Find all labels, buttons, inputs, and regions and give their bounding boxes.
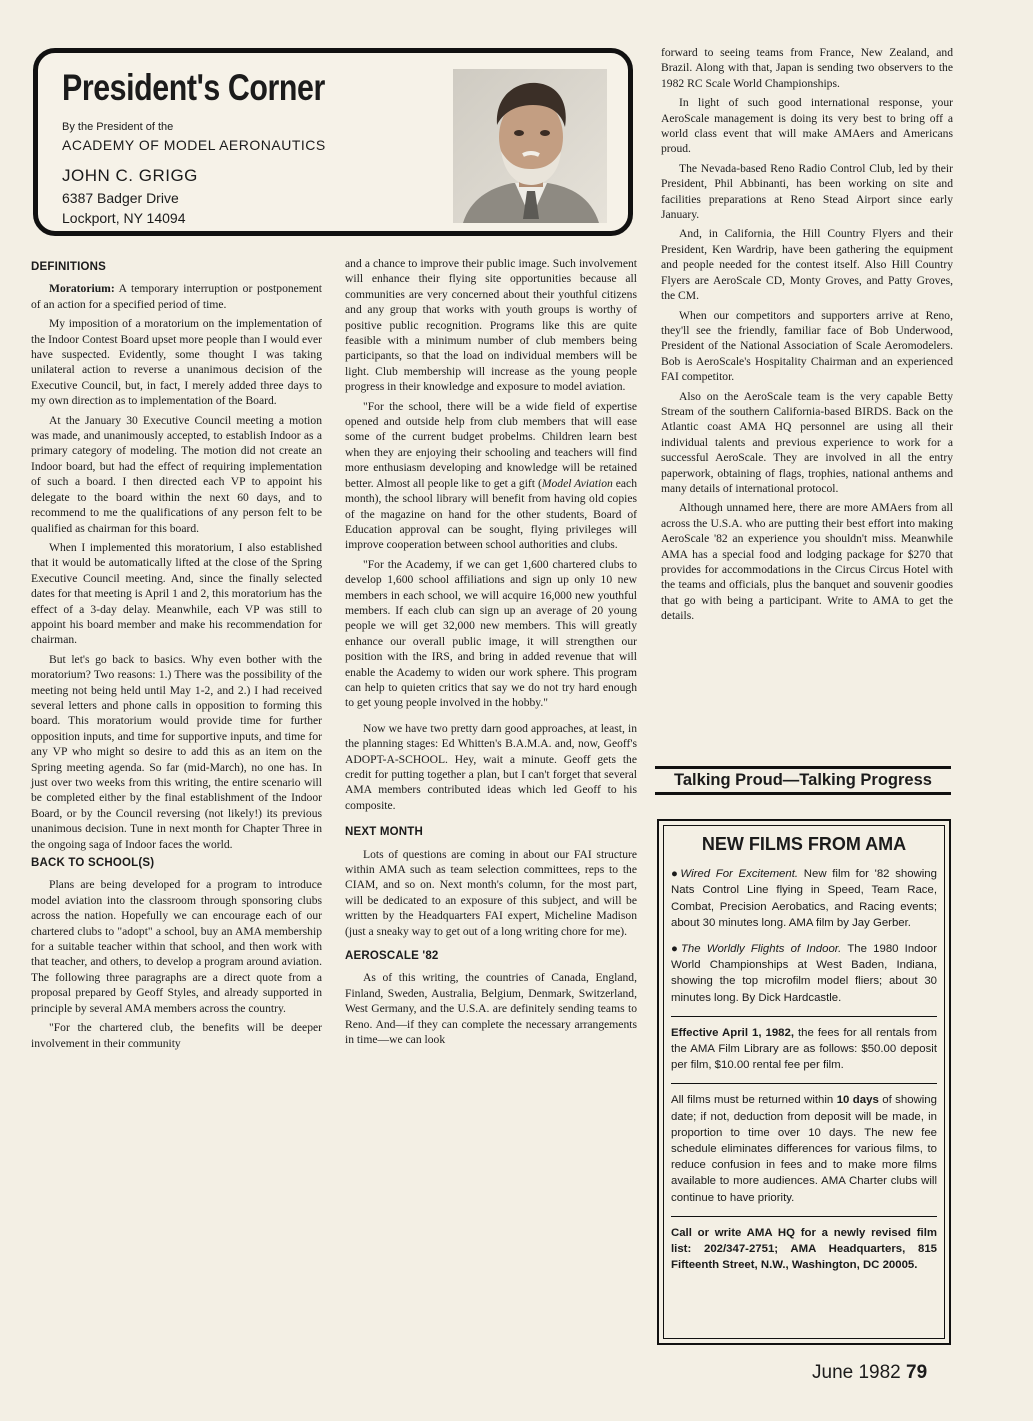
- byline: By the President of the: [62, 121, 174, 133]
- fees-date: Effective April 1, 1982,: [671, 1026, 794, 1039]
- section-heading-aeroscale: AEROSCALE '82: [345, 950, 439, 963]
- paragraph: The Nevada-based Reno Radio Control Club, led by their President, Phil Abbinanti, has been working on site and facilities preparations at Reno Stead Airport since early January.: [661, 161, 953, 222]
- paragraph: Now we have two pretty darn good approaches, at least, in the planning stages: Ed Whitten's B.A.M.A. and, now, Geoff's ADOPT-A-SCHOOL. Hey, wait a minute. Geoff gets the credit for putting together a plan, but I can't forget that several AMA members contributed ideas which led Geoff to his composite.: [345, 721, 637, 812]
- paragraph: When our competitors and supporters arrive at Reno, they'll see the friendly, familiar face of Bob Underwood, President of the National Association of Scale Aeromodelers. Bob is AeroScale's Hospitality Chairman and an experienced FAI competitor.: [661, 308, 953, 384]
- paragraph: As of this writing, the countries of Canada, England, Finland, Sweden, Australia, Belgium, Denmark, Switzerland, West Germany, and the U.S.A. are definitely sending teams to Reno. And—if they can complete the necessary arrangements in time—we can look: [345, 971, 637, 1047]
- paragraph: And, in California, the Hill Country Flyers and their President, Ken Wardrip, have been gathering the equipment and people needed for the contest itself. Also Hill Country Flyers are AeroScale CD, Monty Groves, and Patty Groves, the CM.: [661, 227, 953, 303]
- magazine-title: Model Aviation: [541, 476, 613, 490]
- author-name: JOHN C. GRIGG: [62, 166, 198, 185]
- column-1: [31, 256, 322, 1055]
- page-number: 79: [906, 1362, 928, 1383]
- paragraph: Plans are being developed for a program to introduce model aviation into the classroom through sponsoring clubs across the nation. Hopefully we can encourage each of our chartered clubs to "adopt" a school, buy an AMA membership for a suitable teacher within that school, and then work with that teacher, and others, to develop a program around aviation. The following three paragraphs are a direct quote from a proposal prepared by Geoff Styles, and already supported in principle by several AMA members across the country.: [31, 878, 322, 1015]
- column-2: [345, 256, 637, 1052]
- address-street: 6387 Badger Drive: [62, 190, 179, 206]
- paragraph: "For the chartered club, the benefits will be deeper involvement in their community: [31, 1021, 322, 1050]
- author-portrait-photo: [453, 69, 607, 223]
- contact-info: Call or write AMA HQ for a newly revised film list: 202/347-2751; AMA Headquarters, 815 Fifteenth Street, N.W., Washington, DC 20005.: [671, 1226, 937, 1272]
- film-title: Wired For Excitement.: [680, 868, 799, 881]
- paragraph: My imposition of a moratorium on the implementation of the Indoor Contest Board upset more people than I would ever have suspected. Evidently, some thought I was taking unilateral action to reverse a unanimous decision of the Executive Council, but, in fact, I merely added three days to my own direction as to implementation of the Board.: [31, 317, 322, 408]
- films-title: NEW FILMS FROM AMA: [701, 834, 907, 854]
- paragraph: Lots of questions are coming in about our FAI structure within AMA such as team selection committees, reps to the CIAM, and so on. Next month's column, for the most part, will be dedicated to an exposure of this subject, and will be written by the Headquarters FAI expert, Micheline Madison (just a sneaky way to get out of a long writing chore for me).: [345, 847, 637, 938]
- paragraph-continued: and a chance to improve their public image. Such involvement will enhance their flying site opportunities because all communities are very concerned about their youthful citizens and any group that works with youth groups is worthy of positive public recognition. Programs like this are quite feasible with a minimum number of club members being participants, so that the load on individual members will be light. Club membership will increase as the young people progress in their knowledge and exposure to model aviation.: [345, 257, 637, 394]
- paragraph: But let's go back to basics. Why even bother with the moratorium? Two reasons: 1.) There was the possibility of the meeting not being held until May 1-2, and 2.) I had received several letters and phone calls in opposition to forming this board. This moratorium would provide time for further opposition inputs, and time for supportive inputs, and time for any VP who might so desire to add this as an item on the Spring meeting agenda. So far (mid-March), no one has. In just over two weeks from this writing, the entire scenario will be completed either by the final establishment of the Indoor Board, or by the Council reversing (not likely!) its previous unanimous decision. Tune in next month for Chapter Three in the ongoing saga of Indoor faces the world.: [31, 652, 322, 851]
- paragraph: "For the Academy, if we can get 1,600 chartered clubs to develop 1,600 school affiliations and sign up only 10 new members in each school, we will acquire 16,000 new youthful members. If each club can sign up an average of 20 young people we will get 32,000 new members. This will greatly enhance our overall public image, it will strengthen our position with the IRS, and bring in added revenue that will enable the Academy to widen our work sphere. This program can help to quieten critics that say we do not try hard enough to get young people involved in the hobby.": [345, 557, 637, 710]
- page-footer: [812, 1362, 927, 1384]
- bullet-icon: ●: [671, 868, 681, 881]
- divider: [671, 1016, 937, 1017]
- column-3: [661, 45, 953, 628]
- organization-name: ACADEMY OF MODEL AERONAUTICS: [62, 137, 326, 153]
- paragraph: At the January 30 Executive Council meeting a motion was made, and unanimously accepted, to establish Indoor as a primary category of modeling. The motion did not create an Indoor board, but had the effect of requiring implementation of such a board. I then directed each VP to appoint his delegate to the board within the next 60 days, and to recommend to me the qualifications of any person felt to be qualified as chairman for this board.: [31, 413, 322, 535]
- return-text: of showing date; if not, deduction from deposit will be made, in proportion to time over 10 days. The new fee schedule eliminates differences for various films, to reduce confusion in fees and to make more films available to more audiences. AMA Charter clubs will continue to have priority.: [671, 1094, 937, 1204]
- return-policy: [671, 1092, 937, 1205]
- paragraph: Although unnamed here, there are more AMAers from all across the U.S.A. who are putting their best effort into making AeroScale '82 an experience you shouldn't miss. Meanwhile AMA has a special food and lodging package for $270 that provides for accommodations in the Circus Circus Hotel with the teams and officials, plus the banquet and souvenir goodies that go with being a participant. Write to AMA to get the details.: [661, 501, 953, 623]
- film-item: [671, 941, 937, 1006]
- issue-date: June 1982: [812, 1362, 901, 1383]
- return-days: 10 days: [836, 1094, 879, 1107]
- film-item: [671, 866, 937, 931]
- definition-text: A temporary interruption or postponement of an action for a specified period of time.: [31, 282, 322, 311]
- talking-proud-banner: Talking Proud—Talking Progress: [655, 766, 951, 795]
- new-films-box: [657, 819, 951, 1345]
- fees-text: the fees for all rentals from the AMA Film Library are as follows: $50.00 deposit per film, $10.00 rental fee per film.: [671, 1026, 937, 1072]
- presidents-corner-header: [33, 48, 633, 236]
- divider: [671, 1083, 937, 1084]
- address-city: Lockport, NY 14094: [62, 210, 186, 226]
- paragraph-continued: forward to seeing teams from France, New Zealand, and Brazil. Along with that, Japan is sending two observers to the 1982 RC Scale World Championships.: [661, 46, 953, 90]
- section-heading-back-to-school: BACK TO SCHOOL(S): [31, 857, 155, 870]
- return-text: All films must be returned within: [671, 1094, 837, 1107]
- section-heading-definitions: DEFINITIONS: [31, 261, 107, 273]
- paragraph: In light of such good international response, your AeroScale management is doing its very best to bring off a world class event that will make AMAers and Americans proud.: [661, 96, 953, 156]
- film-description: The 1980 Indoor World Championships at West Baden, Indiana, showing the top microfilm model fliers; about 30 minutes long. By Dick Hardcastle.: [671, 943, 937, 1004]
- film-title: The Worldly Flights of Indoor.: [680, 943, 842, 956]
- definition-term: Moratorium:: [49, 282, 115, 296]
- paragraph-text: each month), the school library will benefit from having old copies of the magazine on hand for the other students, Board of Education approval can be sought, flying privileges will improve cooperation between school authorities and clubs.: [345, 476, 637, 552]
- fees-notice: [671, 1025, 937, 1074]
- film-description: New film for '82 showing Nats Control Line flying in Speed, Team Race, Combat, Precision Aerobatics, and Racing events; about 30 minutes long. AMA film by Jay Gerber.: [671, 868, 937, 929]
- divider: [671, 1216, 937, 1217]
- paragraph: When I implemented this moratorium, I also established that it would be automatically lifted at the close of the Spring Executive Council meeting. And, since the finally selected dates for that meeting is April 1 and 2, this moratorium has the effect of a 3-day delay. Meanwhile, each VP was still to appoint his board member and make his recommendation for chairman.: [31, 540, 322, 647]
- section-heading-next-month: NEXT MONTH: [345, 826, 424, 839]
- paragraph: Also on the AeroScale team is the very capable Betty Stream of the southern California-based BIRDS. Back on the Atlantic coast AMA HQ personnel are using all their individual talents and previous experience to work for a successful AeroScale. They are involved in all the entry paperwork, obtaining of flags, trophies, national anthems and many details of international protocol.: [661, 389, 953, 495]
- paragraph-text: "For the school, there will be a wide field of expertise opened and outside help from club members that will ease some of the current budget probelms. Children learn best when they are enjoying their schooling and teachers will find more enthusiasm developing and knowledge will be retained better. Almost all people like to get a gift (: [345, 399, 637, 490]
- page-title: President's Corner: [62, 67, 325, 108]
- bullet-icon: ●: [671, 943, 681, 956]
